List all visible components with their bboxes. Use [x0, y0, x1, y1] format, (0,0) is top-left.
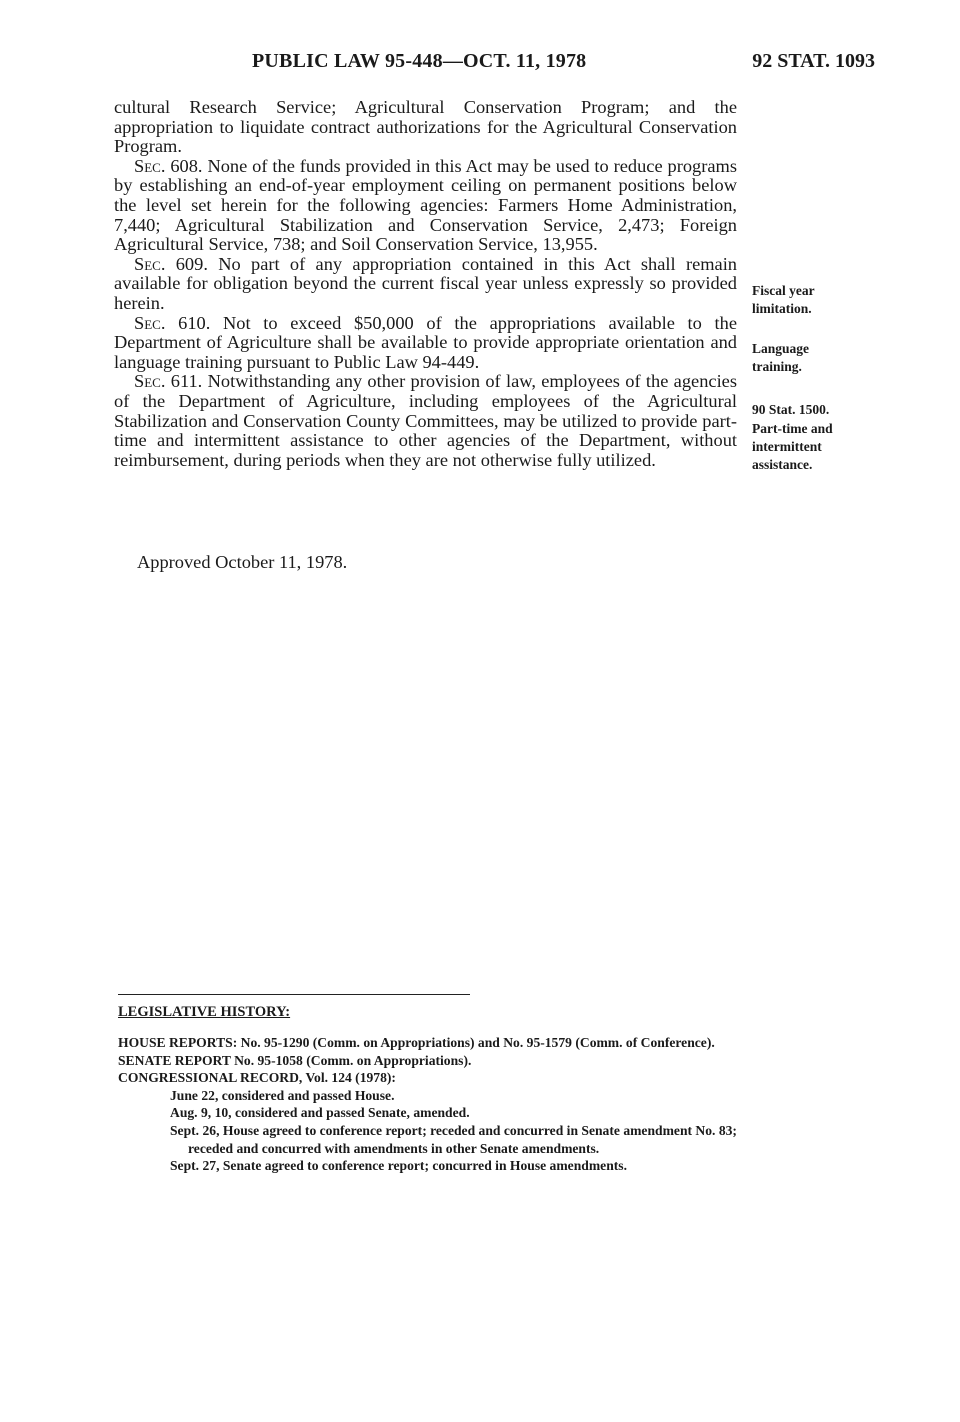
house-reports-entry: HOUSE REPORTS: No. 95-1290 (Comm. on Appropriations) and No. 95-1579 (Comm. of Conference). — [118, 1035, 715, 1050]
section-610 — [114, 314, 737, 373]
section-610-label: Sec. 610. — [134, 312, 211, 333]
sidenote-fiscal-year: Fiscal year limitation. — [752, 283, 815, 316]
section-611-text: Notwithstanding any other provision of law, employees of the agencies of the Department of Agriculture, including employees of the Agricultural Stabilization and Conservation County Committees, may be utilized to provide part-time and intermittent assistance to other agencies of the Department, without reimbursement, during periods when they are not otherwise fully utilized. — [114, 371, 737, 470]
section-610-text: Not to exceed $50,000 of the appropriations available to the Department of Agriculture shall be available to provide appropriate orientation and language training pursuant to Public Law 94-449. — [114, 312, 738, 372]
section-608-text: None of the funds provided in this Act may be used to reduce programs by establishing an end-of-year employment ceiling on permanent positions below the level set herein for the following agencies: Farmers Home Administration, 7,440; Agricultural Stabilization and Conservation Service, 2,473; Foreign Agricultural Service, 738; and Soil Conservation Service, 13,955. — [114, 155, 738, 255]
sidenote-stat-reference: 90 Stat. 1500. — [752, 402, 830, 417]
approval-date: Approved October 11, 1978. — [137, 552, 348, 572]
legislative-history — [118, 1034, 758, 1175]
section-609 — [114, 255, 737, 314]
statute-body-text — [114, 98, 737, 470]
history-event: June 22, considered and passed House. — [170, 1087, 395, 1103]
sidenote-part-time: Part-time and intermittent assistance. — [752, 421, 833, 472]
history-event: Sept. 26, House agreed to conference report; receded and concurred in Senate amendment No. 83; receded and concurred with amendments in other Senate amendments. — [170, 1122, 737, 1156]
legislative-history-title: LEGISLATIVE HISTORY: — [118, 1004, 291, 1020]
section-608 — [114, 157, 737, 255]
history-event: Aug. 9, 10, considered and passed Senate, amended. — [170, 1105, 470, 1121]
continuation-paragraph: cultural Research Service; Agricultural Conservation Program; and the appropriation to liquidate contract authorizations for the Agricultural Conservation Program. — [114, 97, 737, 157]
congressional-record-entry: CONGRESSIONAL RECORD, Vol. 124 (1978): — [118, 1070, 396, 1086]
sidenote-language-training: Language training. — [752, 341, 810, 374]
section-609-text: No part of any appropriation contained in this Act shall remain available for obligation beyond the current fiscal year unless expressly so provided herein. — [114, 253, 737, 313]
page-citation-header: PUBLIC LAW 95-448—OCT. 11, 1978 — [252, 50, 587, 72]
history-event: Sept. 27, Senate agreed to conference report; concurred in House amendments. — [170, 1158, 627, 1174]
footnote-divider — [118, 994, 470, 995]
senate-report-entry: SENATE REPORT No. 95-1058 (Comm. on Appropriations). — [118, 1052, 472, 1068]
section-611 — [114, 372, 737, 470]
section-609-label: Sec. 609. — [134, 253, 208, 274]
section-611-label: Sec. 611. — [134, 371, 203, 392]
statute-page-number: 92 STAT. 1093 — [752, 50, 875, 72]
section-608-label: Sec. 608. — [134, 155, 203, 176]
